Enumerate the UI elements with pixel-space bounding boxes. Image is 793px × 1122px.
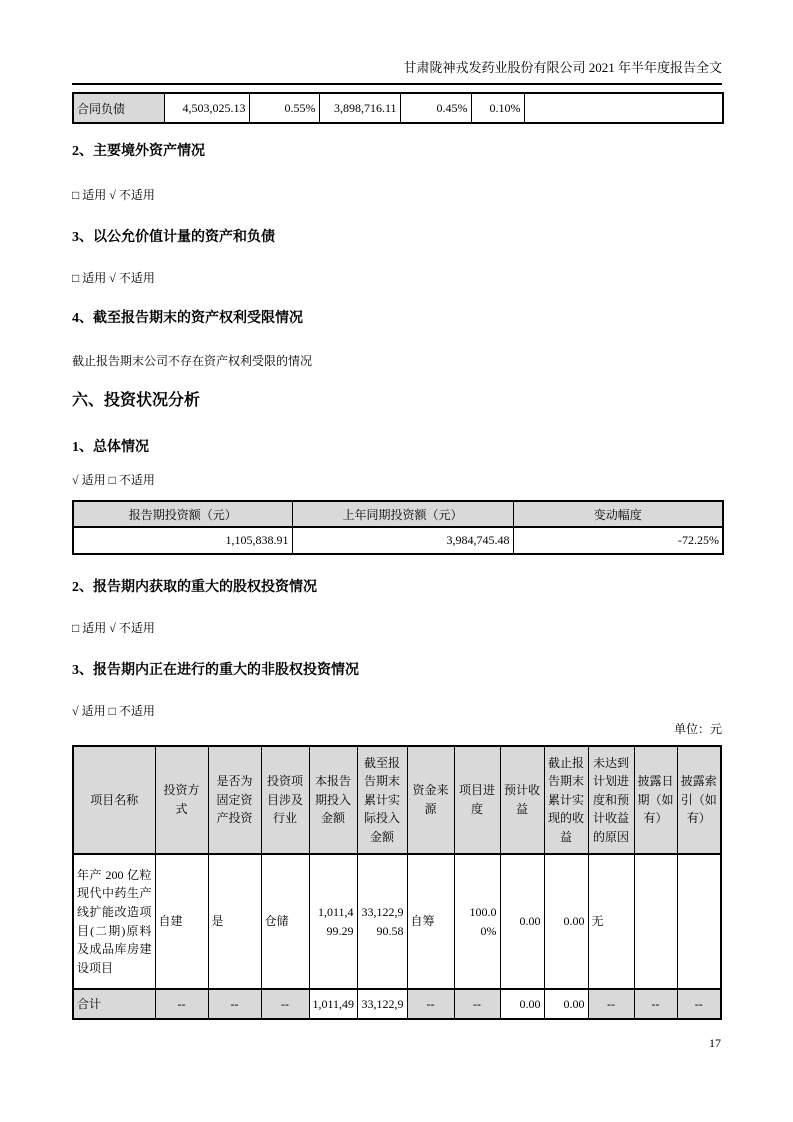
column-header-cell: 变动幅度 xyxy=(513,501,723,527)
empty-cell xyxy=(634,854,677,989)
section-title-restricted-assets: 4、截至报告期末的资产权利受限情况 xyxy=(72,311,303,326)
table-data-row xyxy=(73,527,723,554)
project-name-cell: 年产 200 亿粒现代中药生产线扩能改造项目(二期)原料及成品库房建设项目 xyxy=(73,854,155,989)
applicability-line: √ 适用 □ 不适用 xyxy=(72,473,155,487)
total-cell: -- xyxy=(588,989,634,1019)
total-value-cell: 1,011,49 xyxy=(309,989,357,1019)
value-cell: 0.45% xyxy=(400,93,471,123)
empty-cell xyxy=(524,93,723,123)
empty-cell xyxy=(677,854,721,989)
table-header-row xyxy=(73,746,721,854)
table-data-row xyxy=(73,854,721,989)
table-total-row xyxy=(73,989,721,1019)
column-header-cell: 预计收益 xyxy=(500,746,544,854)
total-value-cell: 0.00 xyxy=(500,989,544,1019)
applicability-line: □ 适用 √ 不适用 xyxy=(72,621,155,635)
non-equity-investment-table xyxy=(72,745,722,1020)
value-cell: 3,898,716.11 xyxy=(319,93,400,123)
column-header-cell: 项目进度 xyxy=(454,746,500,854)
column-header-cell: 截至报告期末累计实际投入金额 xyxy=(357,746,407,854)
value-cell: 0.00 xyxy=(500,854,544,989)
applicability-line: □ 适用 √ 不适用 xyxy=(72,188,155,202)
section-body-restricted-assets: 截止报告期末公司不存在资产权利受限的情况 xyxy=(72,354,313,368)
column-header-cell: 未达到计划进度和预计收益的原因 xyxy=(588,746,634,854)
value-cell: 0.10% xyxy=(471,93,524,123)
row-label-cell: 合同负债 xyxy=(73,93,164,123)
total-cell: -- xyxy=(208,989,261,1019)
total-cell: -- xyxy=(634,989,677,1019)
section-title-investment-analysis: 六、投资状况分析 xyxy=(72,392,201,409)
value-cell: 是 xyxy=(208,854,261,989)
total-label-cell: 合计 xyxy=(73,989,155,1019)
page-number: 17 xyxy=(709,1036,721,1050)
unit-note: 单位：元 xyxy=(673,722,722,736)
page-header-title: 甘肃陇神戎发药业股份有限公司 2021 年半年度报告全文 xyxy=(72,58,722,85)
total-cell: -- xyxy=(677,989,721,1019)
section-title-non-equity-investment: 3、报告期内正在进行的重大的非股权投资情况 xyxy=(72,663,359,678)
table-row xyxy=(73,93,723,123)
value-cell: 3,984,745.48 xyxy=(292,527,513,554)
section-title-overall: 1、总体情况 xyxy=(72,440,149,455)
column-header-cell: 投资项目涉及行业 xyxy=(261,746,309,854)
value-cell: 0.00 xyxy=(544,854,588,989)
overall-investment-table xyxy=(72,500,724,555)
column-header-cell: 上年同期投资额（元） xyxy=(292,501,513,527)
applicability-line: √ 适用 □ 不适用 xyxy=(72,704,155,718)
value-cell: 100.00% xyxy=(454,854,500,989)
column-header-cell: 本报告期投入金额 xyxy=(309,746,357,854)
total-value-cell: 33,122,9 xyxy=(357,989,407,1019)
column-header-cell: 是否为固定资产投资 xyxy=(208,746,261,854)
value-cell: 无 xyxy=(588,854,634,989)
total-cell: -- xyxy=(454,989,500,1019)
value-cell: 仓储 xyxy=(261,854,309,989)
table-header-row xyxy=(73,501,723,527)
total-cell: -- xyxy=(155,989,208,1019)
value-cell: 1,105,838.91 xyxy=(73,527,292,554)
column-header-cell: 披露日期（如有） xyxy=(634,746,677,854)
value-cell: 33,122,990.58 xyxy=(357,854,407,989)
section-title-equity-investment: 2、报告期内获取的重大的股权投资情况 xyxy=(72,580,317,595)
total-cell: -- xyxy=(261,989,309,1019)
column-header-cell: 截止报告期末累计实现的收益 xyxy=(544,746,588,854)
value-cell: 1,011,499.29 xyxy=(309,854,357,989)
column-header-cell: 报告期投资额（元） xyxy=(73,501,292,527)
section-title-fair-value: 3、以公允价值计量的资产和负债 xyxy=(72,230,275,245)
applicability-line: □ 适用 √ 不适用 xyxy=(72,271,155,285)
contract-liabilities-table xyxy=(72,92,724,124)
total-value-cell: 0.00 xyxy=(544,989,588,1019)
value-cell: 自建 xyxy=(155,854,208,989)
column-header-cell: 资金来源 xyxy=(407,746,454,854)
value-cell: 0.55% xyxy=(249,93,319,123)
column-header-cell: 投资方式 xyxy=(155,746,208,854)
column-header-cell: 项目名称 xyxy=(73,746,155,854)
value-cell: 4,503,025.13 xyxy=(164,93,249,123)
section-title-overseas-assets: 2、主要境外资产情况 xyxy=(72,144,205,159)
value-cell: 自筹 xyxy=(407,854,454,989)
column-header-cell: 披露索引（如有） xyxy=(677,746,721,854)
value-cell: -72.25% xyxy=(513,527,723,554)
total-cell: -- xyxy=(407,989,454,1019)
